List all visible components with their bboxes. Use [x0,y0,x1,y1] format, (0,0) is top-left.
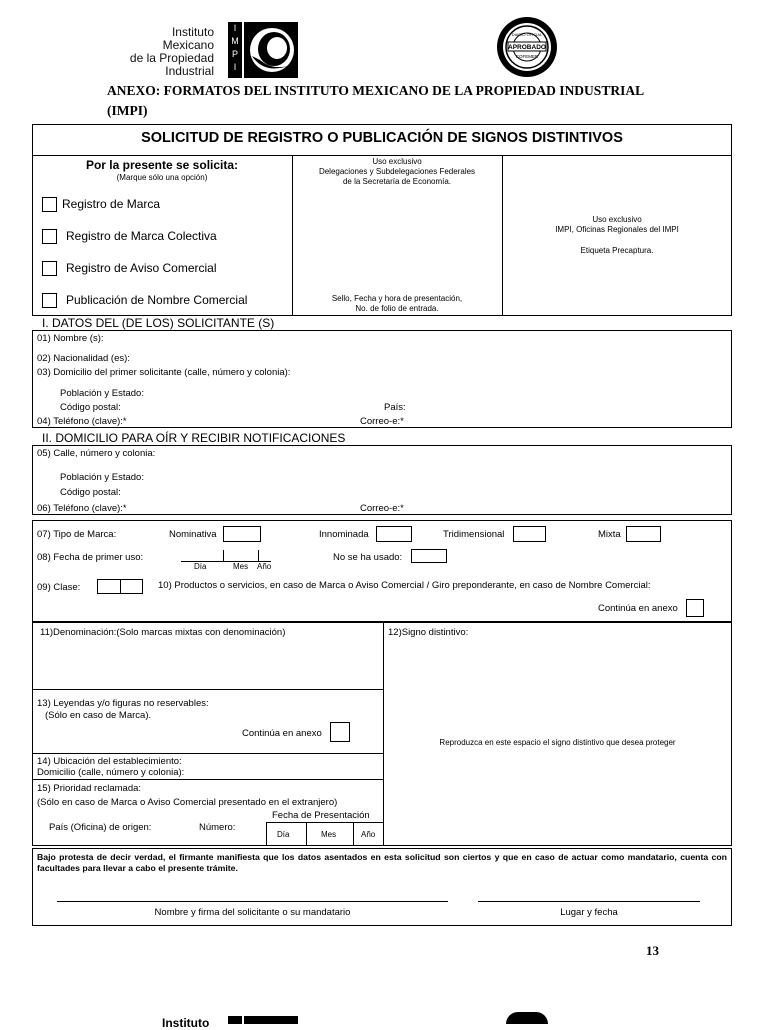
request-heading: Por la presente se solicita: [85,158,239,172]
field-15b: (Sólo en caso de Marca o Aviso Comercial presentado en el extranjero) [37,797,338,808]
field-correo-2: Correo-e:* [360,503,404,514]
impi-swirl-icon [244,22,298,78]
reproduzca-note: Reproduzca en este espacio el signo distintivo que desea proteger [439,738,676,747]
sec-use-3: de la Secretaría de Economía. [342,177,452,186]
field-codigo-2: Código postal: [60,487,121,498]
section-2-heading: II. DOMICILIO PARA OÍR Y RECIBIR NOTIFICACIONES [42,431,346,445]
label-anio-15: Año [361,830,376,839]
seal-sub: COFEMER [515,54,539,59]
label-dia-15: Día [277,830,290,839]
field-06: 06) Teléfono (clave):* [37,503,127,514]
date-line [478,901,700,902]
label-mes-15: Mes [321,830,337,839]
page-number: 13 [646,943,659,958]
field-08: 08) Fecha de primer uso: [37,552,144,563]
field-14b: Domicilio (calle, número y colonia): [37,767,185,778]
field-10: 10) Productos o servicios, en caso de Marca o Aviso Comercial / Giro preponderante, en caso de Nombre Comercial: [158,580,651,591]
anexo-title-1: ANEXO: FORMATOS DEL INSTITUTO MEXICANO DE LA PROPIEDAD INDUSTRIAL [107,83,645,98]
field-03: 03) Domicilio del primer solicitante (calle, número y colonia): [37,367,291,378]
field-pais: País: [384,402,406,413]
label-mixta: Mixta [598,529,621,540]
divider [266,822,267,846]
field-11: 11)Denominación:(Solo marcas mixtas con denominación) [40,627,286,638]
next-page-logo-text: Instituto [162,1016,210,1030]
logo-text-2: Mexicano [162,38,214,52]
label-tridimensional: Tridimensional [443,529,505,540]
next-page-impi-swirl-icon [244,1016,298,1024]
checkbox-no-usado[interactable] [411,549,447,563]
impi-letter-p: P [231,49,238,59]
divider [32,689,383,690]
field-12: 12)Signo distintivo: [388,627,469,638]
field-09: 09) Clase: [37,582,81,593]
checkbox-innominada[interactable] [376,526,412,542]
checkbox-continua-13[interactable] [330,722,350,742]
clase-sep [120,579,121,594]
option-registro-marca: Registro de Marca [62,197,161,211]
next-page-seal-icon [506,1012,548,1024]
label-dia-08: Día [194,562,207,571]
divider [306,822,307,846]
date-sep [258,550,259,561]
label-innominada: Innominada [319,529,369,540]
field-13a: 13) Leyendas y/o figuras no reservables: [37,698,209,709]
anexo-title-2: (IMPI) [107,103,148,118]
field-correo-1: Correo-e:* [360,416,404,427]
label-pais-origen: País (Oficina) de origen: [49,822,152,833]
field-07: 07) Tipo de Marca: [37,529,117,540]
option-marca-colectiva: Registro de Marca Colectiva [66,229,217,243]
sec-use-1: Uso exclusivo [372,157,422,166]
section-1-frame [32,330,732,428]
divider [32,753,383,754]
impi-letters [228,22,242,78]
divider [266,822,383,823]
logo-text-1: Instituto [171,25,214,39]
field-poblacion-2: Población y Estado: [60,472,144,483]
field-15a: 15) Prioridad reclamada: [37,783,142,794]
seal-text: APROBADO [508,44,546,51]
field-04: 04) Teléfono (clave):* [37,416,127,427]
checkbox-continua-10[interactable] [686,599,704,617]
divider [383,622,384,846]
section-1-heading: I. DATOS DEL (DE LOS) SOLICITANTE (S) [42,316,275,330]
sec-use-2: Delegaciones y Subdelegaciones Federales [318,167,476,176]
checkbox-tridimensional[interactable] [513,526,546,542]
label-no-usado: No se ha usado: [333,552,403,563]
label-lugar-fecha: Lugar y fecha [560,907,618,918]
divider [32,155,732,156]
section-4-frame [32,622,732,846]
impi-letter-m: M [231,36,239,46]
seal-top: DIARIO OFICIAL [511,32,543,37]
sello-2: No. de folio de entrada. [355,304,439,313]
divider [353,822,354,846]
field-poblacion-1: Población y Estado: [60,388,144,399]
checkbox-registro-marca[interactable] [42,197,57,212]
divider [502,155,503,316]
field-14a: 14) Ubicación del establecimiento: [37,756,182,767]
checkbox-aviso-comercial[interactable] [42,261,57,276]
label-fecha-presentacion: Fecha de Presentación [272,810,370,821]
label-mes-08: Mes [233,562,249,571]
date-sep [223,550,224,561]
request-hint: (Marque sólo una opción) [116,173,208,182]
form-title: SOLICITUD DE REGISTRO O PUBLICACIÓN DE SIGNOS DISTINTIVOS [141,130,623,146]
option-nombre-comercial: Publicación de Nombre Comercial [66,293,248,307]
logo-text-3: de la Propiedad [129,51,214,65]
divider [32,779,383,780]
checkbox-nominativa[interactable] [223,526,261,542]
label-nominativa: Nominativa [169,529,217,540]
checkbox-nombre-comercial[interactable] [42,293,57,308]
field-05: 05) Calle, número y colonia: [37,448,156,459]
checkbox-mixta[interactable] [626,526,661,542]
field-01: 01) Nombre (s): [37,333,104,344]
impi-use-2: IMPI, Oficinas Regionales del IMPI [555,225,679,234]
impi-use-3: Etiqueta Precaptura. [580,246,654,255]
protesta-text: Bajo protesta de decir verdad, el firmante manifiesta que los datos asentados en esta solicitud son ciertos y que en caso de actuar como mandatario, cuenta con facultades para llevar a cabo el presente trámite. [37,852,727,873]
impi-letter-i2: I [233,62,237,72]
field-codigo-1: Código postal: [60,402,121,413]
field-13b: (Sólo en caso de Marca). [45,710,152,721]
option-aviso-comercial: Registro de Aviso Comercial [66,261,217,275]
next-page-impi-letters [228,1016,242,1024]
impi-letter-i: I [233,23,237,33]
label-firma: Nombre y firma del solicitante o su mandatario [154,907,351,918]
field-02: 02) Nacionalidad (es): [37,353,130,364]
label-continua-10: Continúa en anexo [598,603,678,614]
signature-line [57,901,448,902]
sello-1: Sello, Fecha y hora de presentación, [331,294,463,303]
label-anio-08: Año [257,562,272,571]
label-continua-13: Continúa en anexo [242,728,322,739]
label-numero: Número: [199,822,236,833]
impi-use-1: Uso exclusivo [592,215,642,224]
approval-seal-icon [496,16,558,78]
checkbox-marca-colectiva[interactable] [42,229,57,244]
logo-text-4: Industrial [165,64,214,78]
